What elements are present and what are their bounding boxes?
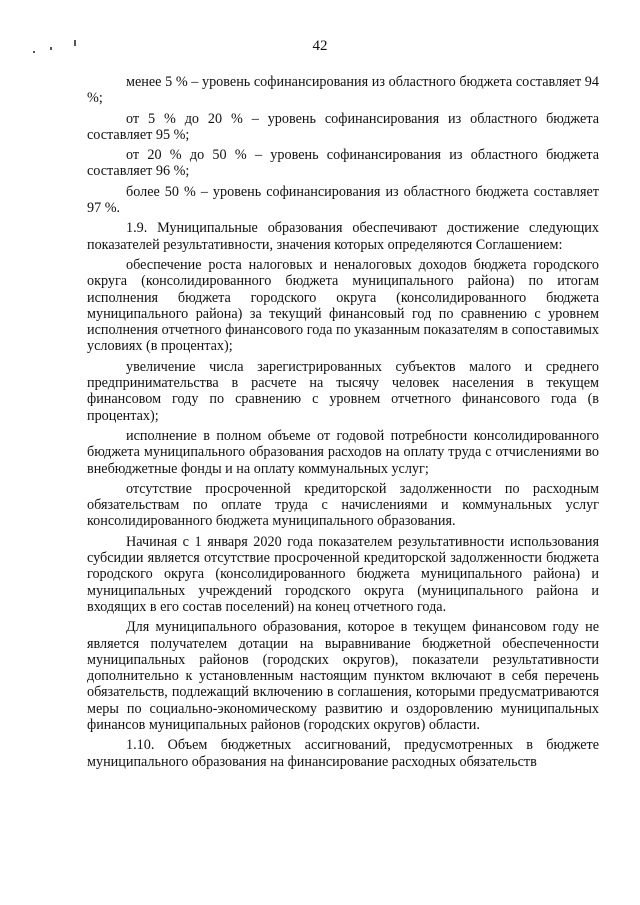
paragraph: обеспечение роста налоговых и неналоговых доходов бюджета городского округа (консолидированного бюджета муниципального района) по итогам исполнения бюджета городского округа (консолидированного бюджета муниципального района) за текущий финансовый год по сравнению с уровнем исполнения отчетного финансового года по указанным показателям в сопоставимых условиях (в процентах); — [87, 256, 599, 355]
paragraph: Начиная с 1 января 2020 года показателем результативности использования субсидии является отсутствие просроченной кредиторской задолженности бюджета городского округа (консолидированного бюджета муниципального района) и муниципальных учреждений городского округа (муниципального района и входящих в его состав поселений) на конец отчетного года. — [87, 533, 599, 615]
page-number: 42 — [312, 38, 328, 54]
paragraph: более 50 % – уровень софинансирования из областного бюджета составляет 97 %. — [87, 183, 599, 217]
paragraph: менее 5 % – уровень софинансирования из областного бюджета составляет 94 %; — [87, 74, 599, 107]
document-body — [87, 74, 599, 770]
paragraph: от 5 % до 20 % – уровень софинансирования из областного бюджета составляет 95 %; — [87, 110, 599, 143]
paragraph: 1.10. Объем бюджетных ассигнований, предусмотренных в бюджете муниципального образования на финансирование расходных обязательств — [87, 737, 599, 770]
paragraph: Для муниципального образования, которое в текущем финансовом году не является получателем дотации на выравнивание бюджетной обеспеченности муниципальных районов (городских округов), показатели результативности дополнительно к установленным настоящим пунктом включают в себя перечень обязательств, подлежащий включению в соглашения, которыми предусматриваются меры по социально-экономическому развитию и оздоровлению муниципальных финансов муниципальных районов (городских округов) области. — [87, 619, 599, 733]
paragraph: от 20 % до 50 % – уровень софинансирования из областного бюджета составляет 96 %; — [87, 147, 599, 180]
paragraph: 1.9. Муниципальные образования обеспечивают достижение следующих показателей результативности, значения которых определяются Соглашением: — [87, 220, 599, 253]
paragraph: отсутствие просроченной кредиторской задолженности по расходным обязательствам по оплате труда с начислениями и коммунальных услуг консолидированного бюджета муниципального образования. — [87, 480, 599, 530]
paragraph: исполнение в полном объеме от годовой потребности консолидированного бюджета муниципального образования расходов на оплату труда с отчислениями во внебюджетные фонды и на оплату коммунальных услуг; — [87, 427, 599, 477]
paragraph: увеличение числа зарегистрированных субъектов малого и среднего предпринимательства в расчете на тысячу человек населения в текущем финансовом году по сравнению с уровнем отчетного финансового года (в процентах); — [87, 358, 599, 424]
